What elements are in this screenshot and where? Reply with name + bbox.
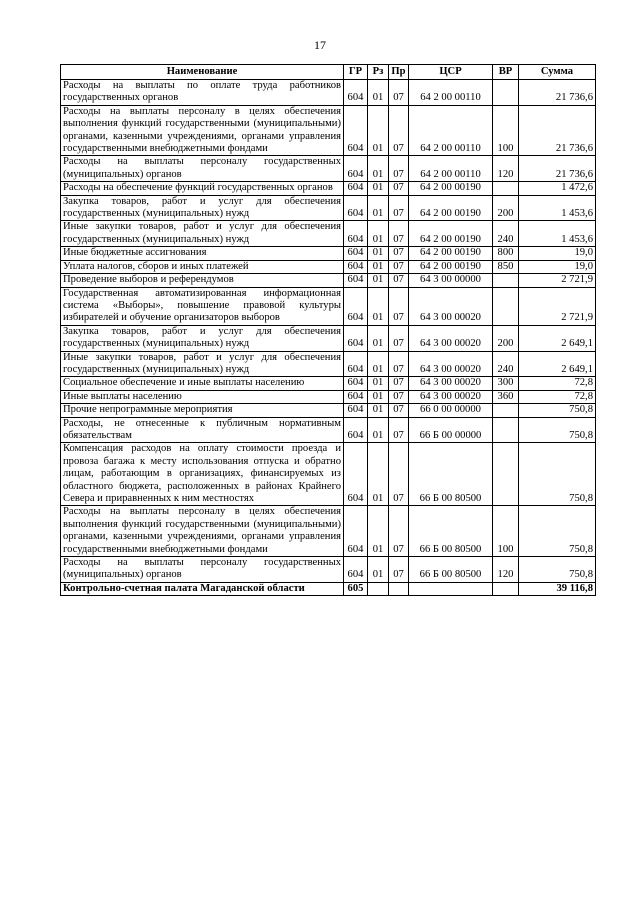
cell-gr: 604 <box>344 182 368 195</box>
cell-csr: 66 Б 00 80500 <box>409 506 493 557</box>
cell-sum: 2 721,9 <box>519 274 596 287</box>
cell-rz: 01 <box>368 105 389 156</box>
cell-rz: 01 <box>368 260 389 273</box>
cell-gr: 604 <box>344 156 368 182</box>
cell-name: Контрольно-счетная палата Магаданской области <box>61 582 344 595</box>
cell-csr: 64 2 00 00110 <box>409 105 493 156</box>
cell-sum: 19,0 <box>519 247 596 260</box>
table-row <box>61 221 596 247</box>
cell-sum: 2 721,9 <box>519 287 596 325</box>
cell-vr: 120 <box>493 156 519 182</box>
cell-csr <box>409 582 493 595</box>
header-gr: ГР <box>344 65 368 80</box>
table-row <box>61 443 596 506</box>
cell-pr: 07 <box>389 404 409 417</box>
table-row <box>61 182 596 195</box>
cell-name: Иные закупки товаров, работ и услуг для обеспечения государственных (муниципальных) нужд <box>61 221 344 247</box>
cell-sum: 21 736,6 <box>519 80 596 106</box>
cell-vr <box>493 80 519 106</box>
cell-csr: 66 Б 00 80500 <box>409 557 493 583</box>
cell-rz: 01 <box>368 80 389 106</box>
cell-vr: 100 <box>493 506 519 557</box>
cell-vr: 240 <box>493 221 519 247</box>
cell-sum: 19,0 <box>519 260 596 273</box>
cell-vr <box>493 274 519 287</box>
cell-sum: 2 649,1 <box>519 325 596 351</box>
cell-pr: 07 <box>389 80 409 106</box>
cell-sum: 72,8 <box>519 390 596 403</box>
header-name: Наименование <box>61 65 344 80</box>
cell-vr <box>493 417 519 443</box>
cell-vr: 300 <box>493 377 519 390</box>
cell-gr: 604 <box>344 506 368 557</box>
cell-gr: 604 <box>344 274 368 287</box>
cell-gr: 604 <box>344 443 368 506</box>
cell-gr: 604 <box>344 404 368 417</box>
table-row <box>61 351 596 377</box>
cell-sum: 39 116,8 <box>519 582 596 595</box>
cell-csr: 64 2 00 00190 <box>409 195 493 221</box>
table-body <box>61 80 596 596</box>
cell-pr: 07 <box>389 274 409 287</box>
cell-rz: 01 <box>368 417 389 443</box>
cell-vr: 240 <box>493 351 519 377</box>
cell-sum: 21 736,6 <box>519 156 596 182</box>
cell-name: Закупка товаров, работ и услуг для обеспечения государственных (муниципальных) нужд <box>61 325 344 351</box>
cell-vr: 360 <box>493 390 519 403</box>
cell-csr: 64 3 00 00020 <box>409 351 493 377</box>
cell-vr <box>493 582 519 595</box>
cell-rz: 01 <box>368 182 389 195</box>
header-rz: Рз <box>368 65 389 80</box>
cell-name: Расходы, не отнесенные к публичным нормативным обязательствам <box>61 417 344 443</box>
cell-pr: 07 <box>389 557 409 583</box>
cell-name: Расходы на обеспечение функций государственных органов <box>61 182 344 195</box>
cell-sum: 1 472,6 <box>519 182 596 195</box>
cell-sum: 750,8 <box>519 417 596 443</box>
budget-table <box>60 64 596 596</box>
cell-csr: 64 3 00 00020 <box>409 390 493 403</box>
header-csr: ЦСР <box>409 65 493 80</box>
cell-sum: 1 453,6 <box>519 221 596 247</box>
cell-rz: 01 <box>368 325 389 351</box>
cell-csr: 64 3 00 00020 <box>409 287 493 325</box>
cell-gr: 604 <box>344 325 368 351</box>
cell-csr: 64 2 00 00190 <box>409 247 493 260</box>
table-row <box>61 325 596 351</box>
cell-vr <box>493 287 519 325</box>
cell-name: Прочие непрограммные мероприятия <box>61 404 344 417</box>
cell-name: Иные закупки товаров, работ и услуг для обеспечения государственных (муниципальных) нужд <box>61 351 344 377</box>
cell-csr: 64 2 00 00190 <box>409 221 493 247</box>
cell-sum: 2 649,1 <box>519 351 596 377</box>
cell-pr: 07 <box>389 377 409 390</box>
cell-gr: 605 <box>344 582 368 595</box>
cell-pr: 07 <box>389 351 409 377</box>
cell-name: Проведение выборов и референдумов <box>61 274 344 287</box>
cell-rz <box>368 582 389 595</box>
cell-sum: 72,8 <box>519 377 596 390</box>
cell-rz: 01 <box>368 156 389 182</box>
cell-pr: 07 <box>389 247 409 260</box>
cell-vr <box>493 404 519 417</box>
cell-rz: 01 <box>368 557 389 583</box>
header-sum: Сумма <box>519 65 596 80</box>
cell-csr: 66 Б 00 80500 <box>409 443 493 506</box>
cell-name: Государственная автоматизированная информационная система «Выборы», повышение правовой культуры избирателей и обучение организаторов выборов <box>61 287 344 325</box>
cell-csr: 64 2 00 00190 <box>409 182 493 195</box>
cell-gr: 604 <box>344 80 368 106</box>
cell-gr: 604 <box>344 287 368 325</box>
cell-pr: 07 <box>389 195 409 221</box>
cell-gr: 604 <box>344 247 368 260</box>
cell-sum: 750,8 <box>519 506 596 557</box>
cell-rz: 01 <box>368 506 389 557</box>
cell-pr: 07 <box>389 443 409 506</box>
table-row <box>61 506 596 557</box>
table-row <box>61 247 596 260</box>
cell-rz: 01 <box>368 443 389 506</box>
header-vr: ВР <box>493 65 519 80</box>
cell-name: Иные бюджетные ассигнования <box>61 247 344 260</box>
cell-gr: 604 <box>344 417 368 443</box>
cell-rz: 01 <box>368 195 389 221</box>
page-number: 17 <box>314 38 326 52</box>
cell-gr: 604 <box>344 221 368 247</box>
cell-gr: 604 <box>344 377 368 390</box>
table-row <box>61 274 596 287</box>
cell-gr: 604 <box>344 557 368 583</box>
header-pr: Пр <box>389 65 409 80</box>
table-row <box>61 557 596 583</box>
cell-vr <box>493 182 519 195</box>
table-row <box>61 404 596 417</box>
cell-pr: 07 <box>389 156 409 182</box>
cell-csr: 64 2 00 00110 <box>409 156 493 182</box>
cell-pr: 07 <box>389 390 409 403</box>
table-header-row <box>61 65 596 80</box>
cell-name: Расходы на выплаты персоналу в целях обеспечения выполнения функций государственными (муниципальными) органами, казенными учреждениями, органами управления государственными внебюджетными фондами <box>61 105 344 156</box>
cell-sum: 21 736,6 <box>519 105 596 156</box>
cell-rz: 01 <box>368 390 389 403</box>
cell-vr: 200 <box>493 195 519 221</box>
cell-csr: 64 3 00 00000 <box>409 274 493 287</box>
cell-name: Расходы на выплаты персоналу государственных (муниципальных) органов <box>61 557 344 583</box>
table-row <box>61 195 596 221</box>
cell-sum: 750,8 <box>519 404 596 417</box>
cell-vr: 850 <box>493 260 519 273</box>
cell-name: Уплата налогов, сборов и иных платежей <box>61 260 344 273</box>
cell-pr: 07 <box>389 260 409 273</box>
cell-name: Расходы на выплаты персоналу государственных (муниципальных) органов <box>61 156 344 182</box>
cell-rz: 01 <box>368 221 389 247</box>
cell-name: Расходы на выплаты по оплате труда работников государственных органов <box>61 80 344 106</box>
cell-vr: 100 <box>493 105 519 156</box>
cell-gr: 604 <box>344 390 368 403</box>
cell-vr: 800 <box>493 247 519 260</box>
cell-csr: 64 2 00 00110 <box>409 80 493 106</box>
cell-rz: 01 <box>368 274 389 287</box>
cell-csr: 64 3 00 00020 <box>409 325 493 351</box>
table-row <box>61 287 596 325</box>
table-row-total <box>61 582 596 595</box>
cell-pr: 07 <box>389 325 409 351</box>
cell-sum: 750,8 <box>519 557 596 583</box>
cell-rz: 01 <box>368 351 389 377</box>
cell-pr: 07 <box>389 287 409 325</box>
cell-name: Иные выплаты населению <box>61 390 344 403</box>
cell-vr: 120 <box>493 557 519 583</box>
table-row <box>61 390 596 403</box>
table-row <box>61 417 596 443</box>
cell-pr: 07 <box>389 221 409 247</box>
cell-rz: 01 <box>368 404 389 417</box>
cell-sum: 750,8 <box>519 443 596 506</box>
cell-csr: 64 2 00 00190 <box>409 260 493 273</box>
cell-vr <box>493 443 519 506</box>
table-row <box>61 156 596 182</box>
cell-gr: 604 <box>344 195 368 221</box>
cell-csr: 64 3 00 00020 <box>409 377 493 390</box>
cell-vr: 200 <box>493 325 519 351</box>
cell-rz: 01 <box>368 377 389 390</box>
cell-pr: 07 <box>389 105 409 156</box>
cell-name: Социальное обеспечение и иные выплаты населению <box>61 377 344 390</box>
cell-pr <box>389 582 409 595</box>
cell-csr: 66 Б 00 00000 <box>409 417 493 443</box>
cell-gr: 604 <box>344 351 368 377</box>
cell-rz: 01 <box>368 247 389 260</box>
cell-rz: 01 <box>368 287 389 325</box>
cell-gr: 604 <box>344 260 368 273</box>
cell-pr: 07 <box>389 506 409 557</box>
table-row <box>61 377 596 390</box>
cell-name: Закупка товаров, работ и услуг для обеспечения государственных (муниципальных) нужд <box>61 195 344 221</box>
table-row <box>61 105 596 156</box>
cell-csr: 66 0 00 00000 <box>409 404 493 417</box>
cell-name: Расходы на выплаты персоналу в целях обеспечения выполнения функций государственными (муниципальными) органами, казенными учреждениями, органами управления государственными внебюджетными фондами <box>61 506 344 557</box>
cell-pr: 07 <box>389 182 409 195</box>
cell-gr: 604 <box>344 105 368 156</box>
cell-sum: 1 453,6 <box>519 195 596 221</box>
table-row <box>61 80 596 106</box>
cell-name: Компенсация расходов на оплату стоимости проезда и провоза багажа к месту использования отпуска и обратно лицам, работающим в организациях, финансируемых из областного бюджета, расположенных в районах Крайнего Севера и приравненных к ним местностях <box>61 443 344 506</box>
cell-pr: 07 <box>389 417 409 443</box>
table-row <box>61 260 596 273</box>
